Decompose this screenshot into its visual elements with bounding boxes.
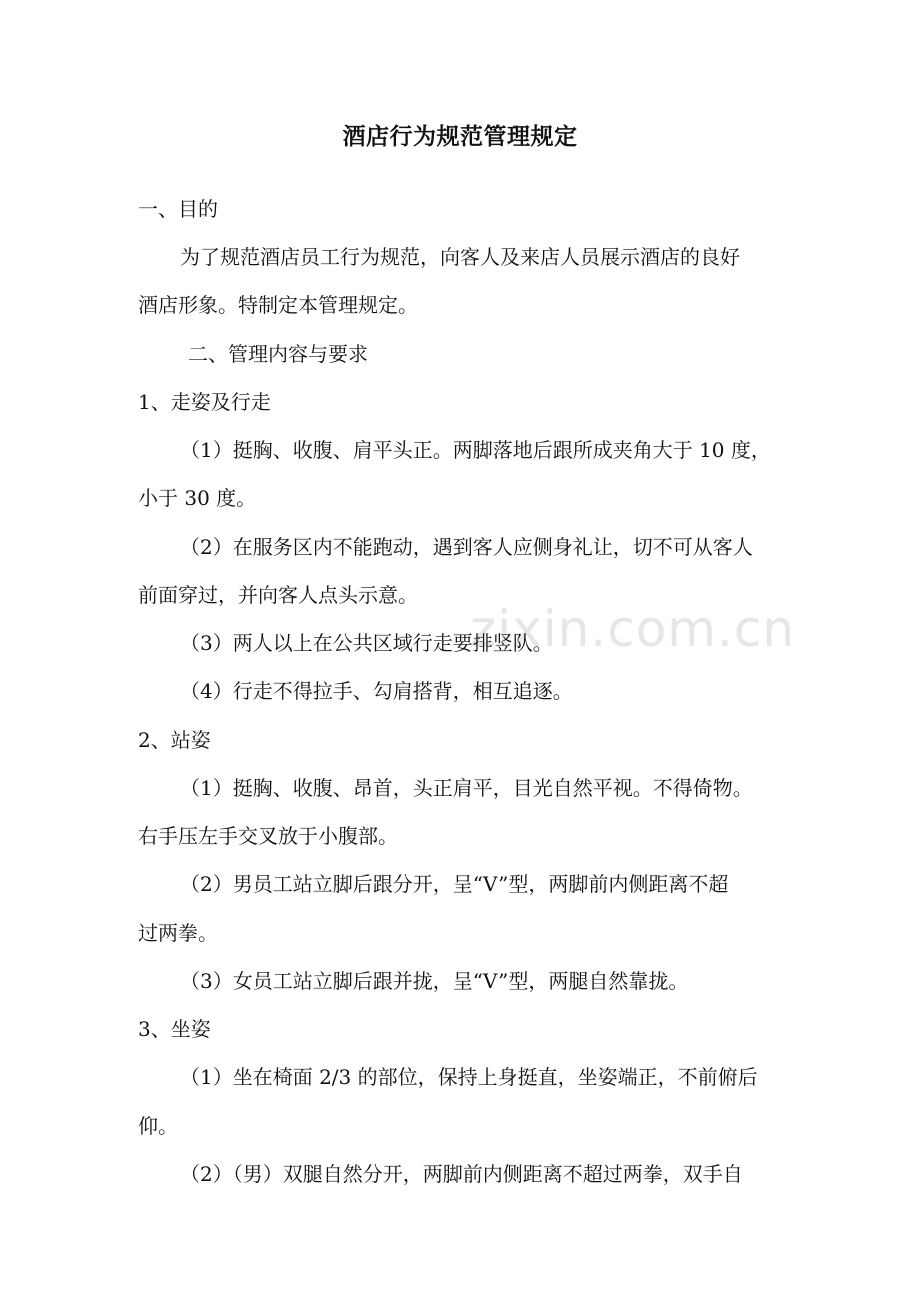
paragraph-line: 为了规范酒店员工行为规范，向客人及来店人员展示酒店的良好 xyxy=(180,245,740,269)
watermark: zixin.com.cn xyxy=(470,600,796,658)
subsection-heading-sitting: 3、坐姿 xyxy=(138,1017,211,1041)
paragraph-line: （2）（男）双腿自然分开，两脚前内侧距离不超过两拳，双手自 xyxy=(180,1162,743,1186)
paragraph-line: （4）行走不得拉手、勾肩搭背，相互追逐。 xyxy=(180,679,573,703)
paragraph-line: 小于 30 度。 xyxy=(138,486,257,510)
paragraph-line: （3）两人以上在公共区域行走要排竖队。 xyxy=(180,631,553,655)
section-heading-purpose: 一、目的 xyxy=(138,197,218,221)
paragraph-line: 过两拳。 xyxy=(138,921,218,945)
section-heading-requirements: 二、管理内容与要求 xyxy=(188,342,368,366)
paragraph-line: （2）男员工站立脚后跟分开，呈“V”型，两脚前内侧距离不超 xyxy=(180,872,729,896)
paragraph-line: （3）女员工站立脚后跟并拢，呈“V”型，两腿自然靠拢。 xyxy=(180,969,689,993)
subsection-heading-standing: 2、站姿 xyxy=(138,728,211,752)
paragraph-line: 酒店形象。特制定本管理规定。 xyxy=(138,293,418,317)
paragraph-line: 前面穿过，并向客人点头示意。 xyxy=(138,583,418,607)
paragraph-line: （1）坐在椅面 2/3 的部位，保持上身挺直，坐姿端正，不前俯后 xyxy=(180,1065,758,1089)
paragraph-line: （1）挺胸、收腹、肩平头正。两脚落地后跟所成夹角大于 10 度， xyxy=(180,438,771,462)
paragraph-line: （1）挺胸、收腹、昂首，头正肩平，目光自然平视。不得倚物。 xyxy=(180,776,753,800)
paragraph-line: （2）在服务区内不能跑动，遇到客人应侧身礼让，切不可从客人 xyxy=(180,535,753,559)
subsection-heading-walking: 1、走姿及行走 xyxy=(138,390,271,414)
document-title: 酒店行为规范管理规定 xyxy=(342,123,578,150)
paragraph-line: 仰。 xyxy=(138,1114,178,1138)
paragraph-line: 右手压左手交叉放于小腹部。 xyxy=(138,824,398,848)
